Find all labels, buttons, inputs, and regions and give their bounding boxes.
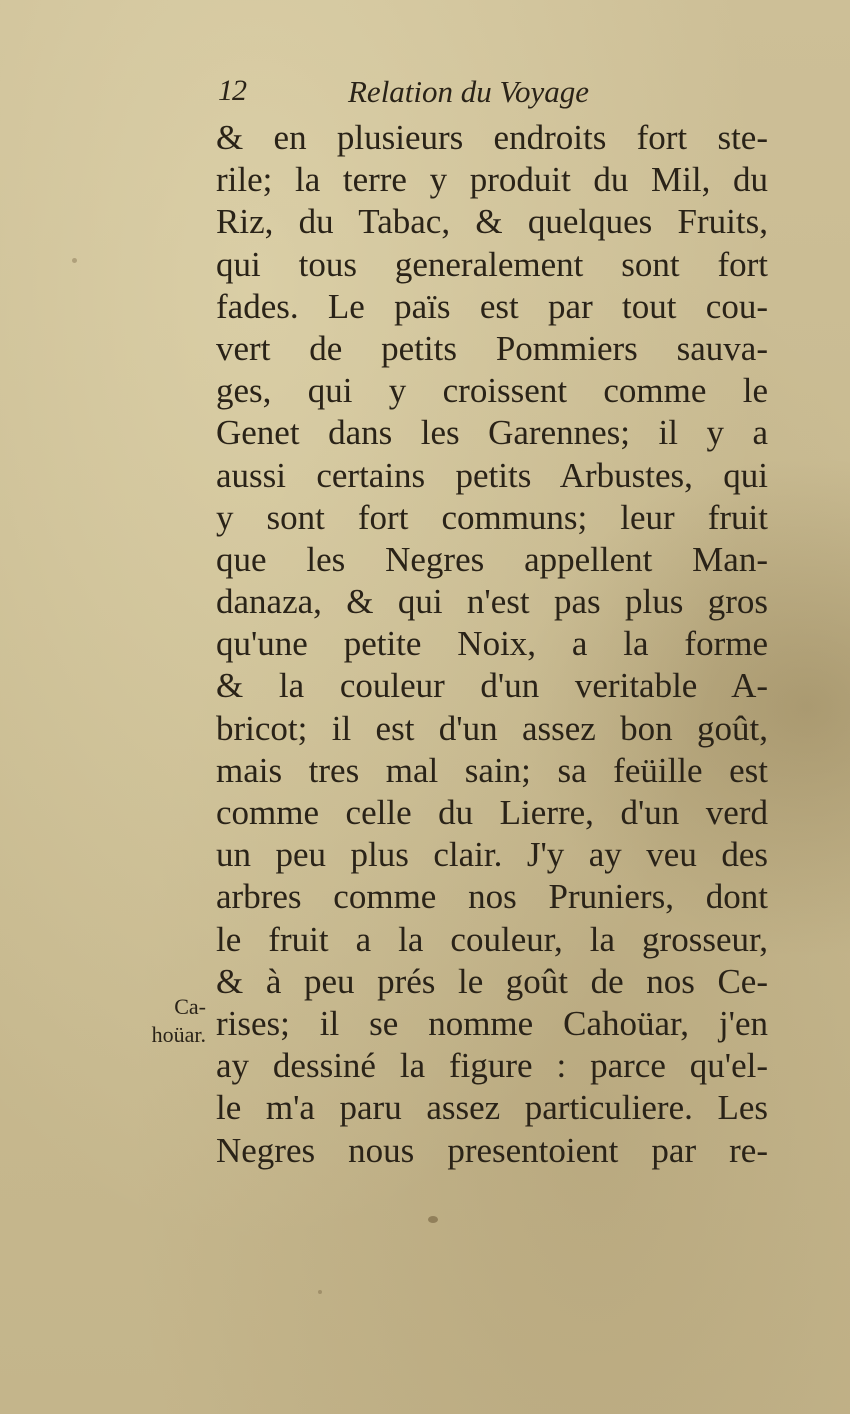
text-line: Riz, du Tabac, & quelques Fruits,	[216, 202, 768, 242]
text-line: qu'une petite Noix, a la forme	[216, 624, 768, 664]
text-line: mais tres mal sain; sa feüille est	[216, 750, 768, 790]
text-line: rile; la terre y produit du Mil, du	[216, 160, 768, 200]
paper-stain	[318, 1290, 322, 1294]
text-line: le m'a paru assez particuliere. Les	[216, 1088, 768, 1128]
text-line: que les Negres appellent Man-	[216, 539, 768, 579]
marginal-note-line: hoüar.	[151, 1022, 206, 1047]
text-line: & en plusieurs endroits fort ste-	[216, 118, 768, 157]
marginal-note-line: Ca-	[174, 994, 206, 1019]
text-line: comme celle du Lierre, d'un verd	[216, 793, 768, 832]
text-line: fades. Le païs est par tout cou-	[216, 286, 768, 326]
text-line: & à peu prés le goût de nos Ce-	[216, 961, 768, 1001]
text-line: vert de petits Pommiers sauva-	[216, 328, 768, 368]
text-line: ges, qui y croissent comme le	[216, 371, 768, 411]
running-title: Relation du Voyage	[348, 74, 590, 109]
text-line: & la couleur d'un veritable A-	[216, 666, 768, 706]
text-line: le fruit a la couleur, la grosseur,	[216, 919, 768, 959]
text-line: arbres comme nos Pruniers, dont	[216, 877, 768, 917]
marginal-note	[110, 993, 206, 1049]
text-line: Genet dans les Garennes; il y a	[216, 413, 768, 453]
paper-stain	[72, 258, 77, 263]
text-line: danaza, & qui n'est pas plus gros	[216, 582, 768, 622]
page-number: 12	[218, 74, 246, 107]
page-header	[218, 70, 648, 110]
body-text	[216, 117, 768, 1172]
text-line: Negres nous presentoient par re-	[216, 1130, 768, 1170]
paper-stain	[428, 1216, 438, 1223]
text-line: rises; il se nomme Cahoüar, j'en	[216, 1003, 768, 1043]
text-line: y sont fort communs; leur fruit	[216, 497, 768, 537]
text-line: un peu plus clair. J'y ay veu des	[216, 835, 768, 875]
text-line: ay dessiné la figure : parce qu'el-	[216, 1046, 768, 1086]
text-line: qui tous generalement sont fort	[216, 244, 768, 284]
text-line: bricot; il est d'un assez bon goût,	[216, 708, 768, 748]
text-line: aussi certains petits Arbustes, qui	[216, 455, 768, 495]
